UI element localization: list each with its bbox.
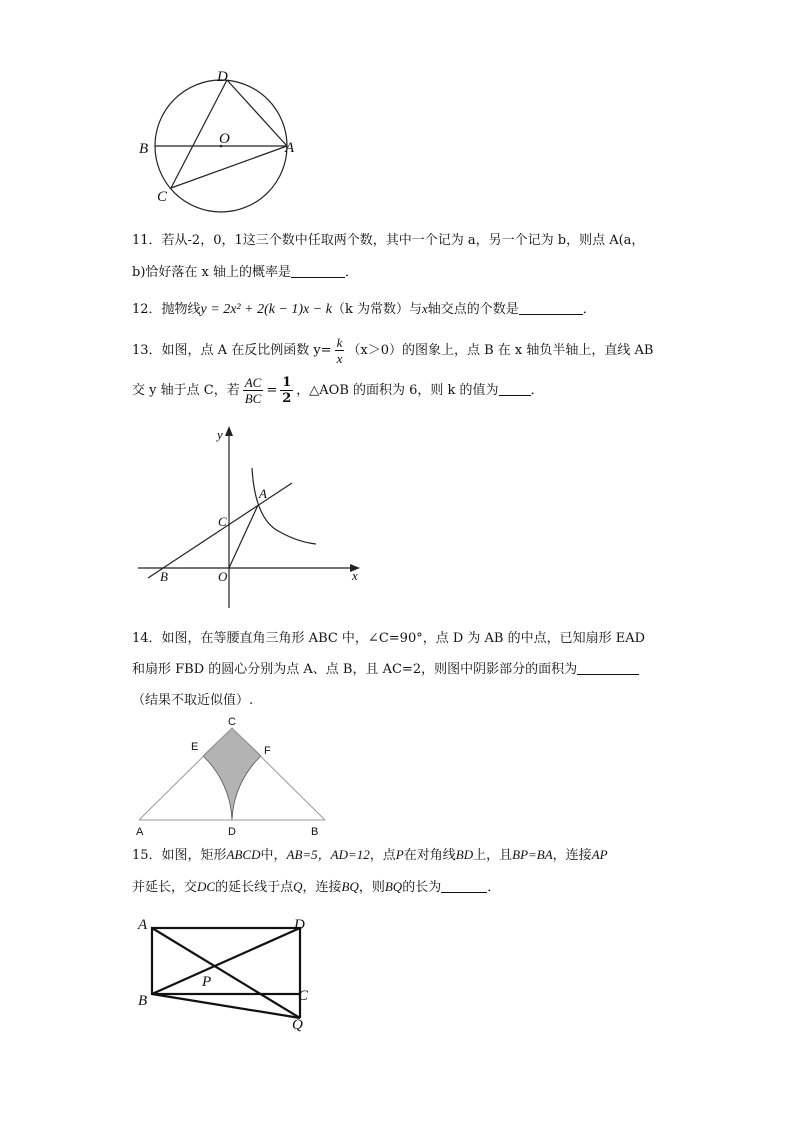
label-A: A — [259, 486, 267, 501]
q13-bc: BC — [244, 391, 262, 406]
q15-b: 中， — [260, 848, 287, 863]
q11-text: b)恰好落在 x 轴上的概率是 — [132, 265, 291, 280]
q12-mid: （k 为常数）与 — [331, 302, 422, 317]
label-B: B — [311, 826, 319, 838]
q13-x: x — [336, 351, 343, 366]
q15-ab: AB=5，AD=12 — [286, 847, 370, 862]
figure-rectangle — [134, 912, 324, 1036]
segment-CA — [171, 146, 287, 188]
label-D: D — [228, 826, 236, 838]
q15-d: 在对角线 — [403, 848, 456, 863]
label-C: C — [157, 189, 168, 205]
label-B: B — [138, 993, 148, 1009]
label-C: C — [228, 716, 236, 728]
q15-line2 — [132, 878, 500, 897]
q15-c: ，点 — [369, 848, 396, 863]
q15-2b: 的延长线于点 — [215, 880, 294, 895]
q13-ratio — [243, 375, 264, 406]
label-C: C — [298, 988, 309, 1004]
label-A: A — [136, 826, 144, 838]
label-D: D — [294, 917, 305, 933]
label-C: C — [218, 514, 227, 529]
q12-xvar: x — [421, 301, 428, 316]
label-O: O — [219, 131, 230, 147]
q15-a: 15．如图，矩形 — [132, 848, 227, 863]
q13-k: k — [336, 335, 343, 350]
q13-half — [280, 375, 293, 406]
shaded-region — [203, 728, 261, 820]
q13-end: ． — [530, 383, 544, 398]
q15-ap: AP — [591, 847, 608, 862]
label-P: P — [202, 974, 212, 990]
q14-line3: （结果不取近似值）. — [132, 693, 254, 708]
q15-bd: BD — [455, 847, 474, 862]
q12-line — [132, 300, 596, 319]
q15-p: P — [395, 847, 404, 862]
answer-blank-14[interactable] — [577, 662, 639, 675]
q15-f: ，连接 — [552, 848, 592, 863]
q13-line1 — [132, 335, 653, 366]
q13-ac: AC — [244, 375, 262, 390]
answer-blank-15[interactable] — [441, 880, 487, 893]
q13-line2-pre: 交 y 轴于点 C，若 — [132, 383, 240, 398]
q14-line2-text: 和扇形 FBD 的圆心分别为点 A、点 B，且 AC=2，则图中阴影部分的面积为 — [132, 662, 578, 677]
q13-one: 1 — [282, 375, 292, 390]
answer-blank-13[interactable] — [499, 383, 531, 396]
label-x: x — [352, 568, 358, 583]
q14-line1: 14．如图，在等腰直角三角形 ABC 中，∠C=90°，点 D 为 AB 的中点，已知扇形 EAD — [132, 631, 646, 646]
label-A: A — [285, 140, 295, 156]
label-F: F — [264, 745, 271, 757]
q15-2c: ，连接 — [302, 880, 342, 895]
label-B: B — [160, 569, 168, 584]
q15-end: ． — [487, 880, 501, 895]
answer-blank-11[interactable] — [291, 265, 345, 278]
figure-circle — [135, 62, 305, 220]
q15-dc: DC — [197, 879, 216, 894]
q11-line2 — [132, 264, 358, 282]
line-AB — [148, 483, 292, 578]
label-D: D — [217, 69, 228, 85]
q15-rect: ABCD — [226, 847, 261, 862]
label-B: B — [139, 141, 149, 157]
figure-hyperbola — [132, 420, 372, 612]
q13-line2 — [132, 375, 544, 406]
q15-2d: ，则 — [358, 880, 385, 895]
q15-bq2: BQ — [384, 879, 403, 894]
q15-line1 — [132, 846, 608, 865]
q15-bq: BQ — [341, 879, 359, 894]
diagonal-BD — [152, 928, 300, 994]
segment-AQ — [152, 928, 300, 1018]
q13-line2-post: ，△AOB 的面积为 6，则 k 的值为 — [296, 383, 499, 398]
label-E: E — [191, 741, 199, 753]
q13-kx-fraction — [335, 335, 345, 366]
q12-pre: 12．抛物线 — [132, 302, 201, 317]
q15-2a: 并延长，交 — [132, 880, 198, 895]
q14-line2 — [132, 661, 639, 679]
label-A: A — [138, 917, 148, 933]
answer-blank-12[interactable] — [519, 302, 583, 315]
q13-post: （x＞0）的图象上，点 B 在 x 轴负半轴上，直线 AB — [347, 343, 654, 358]
label-Q: Q — [292, 1017, 303, 1033]
q12-end: ． — [582, 302, 596, 317]
q13-two: 2 — [282, 391, 292, 406]
figure-triangle — [132, 714, 332, 838]
y-axis-arrow-icon — [225, 426, 233, 436]
q15-q: Q — [293, 879, 303, 894]
q15-bp: BP=BA — [512, 847, 553, 862]
hyperbola-curve — [252, 468, 316, 544]
segment-BQ — [152, 994, 300, 1018]
label-O: O — [218, 569, 228, 584]
label-y: y — [217, 427, 223, 442]
q11-line1: 11．若从-2，0，1这三个数中任取两个数，其中一个记为 a，另一个记为 b，则点 A(a， — [132, 233, 645, 248]
q13-eq: = — [266, 383, 278, 398]
q11-end: ． — [345, 265, 359, 280]
q12-post: 轴交点的个数是 — [427, 302, 519, 317]
q15-e: 上，且 — [473, 848, 513, 863]
q15-2e: 的长为 — [402, 880, 442, 895]
q13-pre: 13．如图，点 A 在反比例函数 y= — [132, 343, 332, 358]
q12-formula: y = 2x² + 2(k − 1)x − k — [200, 302, 332, 317]
